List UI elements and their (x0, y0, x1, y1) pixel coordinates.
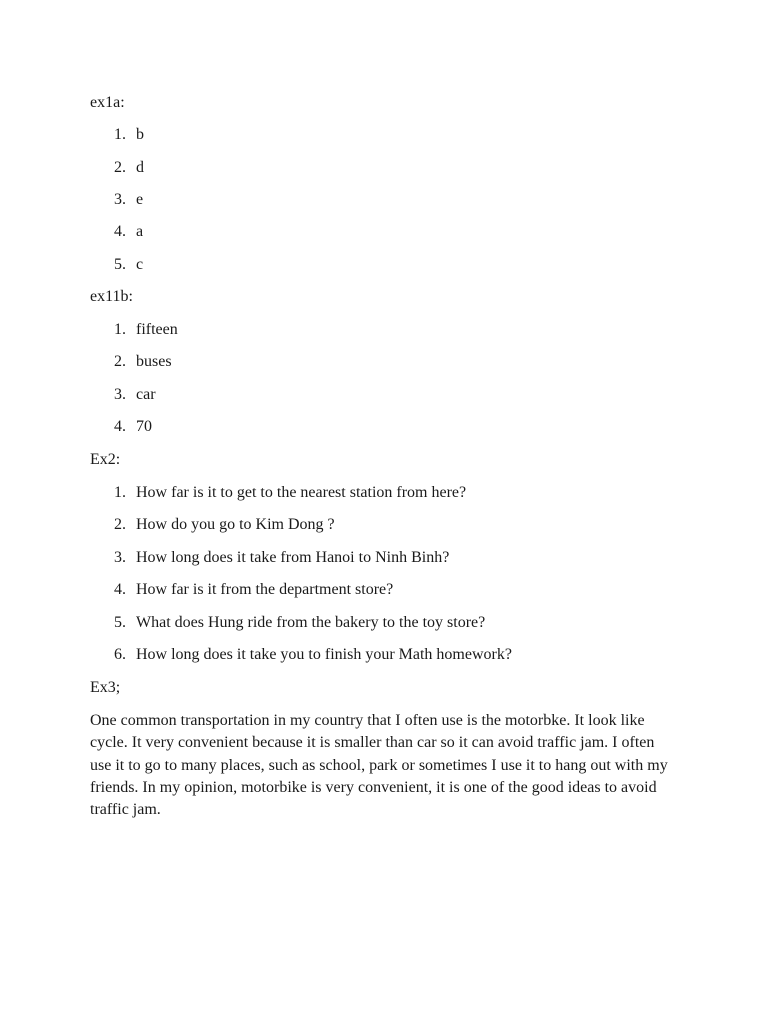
list-number: 1. (114, 484, 126, 501)
list-item-text: How far is it from the department store? (136, 581, 394, 598)
list-item-text: 70 (136, 418, 152, 435)
list-item-text: c (136, 256, 144, 273)
list-number: 5. (114, 614, 126, 631)
list-number: 6. (114, 646, 126, 663)
list-number: 4. (114, 418, 126, 435)
list-item-text: How long does it take you to finish your Math homework? (136, 646, 512, 663)
list-item-text: car (136, 386, 156, 403)
list-item-text: buses (136, 353, 172, 370)
list-number: 3. (114, 386, 126, 403)
list-number: 2. (114, 516, 126, 533)
list-number: 5. (114, 256, 126, 273)
list-number: 1. (114, 321, 126, 338)
list-item-text: How do you go to Kim Dong ? (136, 516, 335, 533)
list-item-text: a (136, 223, 144, 240)
list-number: 3. (114, 549, 126, 566)
section-heading-ex11b: ex11b: (90, 288, 133, 305)
list-item-text: b (136, 126, 144, 143)
list-item-text: How far is it to get to the nearest station from here? (136, 484, 467, 501)
list-number: 3. (114, 191, 126, 208)
document-page (90, 0, 680, 1024)
list-item-text: e (136, 191, 144, 208)
list-item-text: What does Hung ride from the bakery to the toy store? (136, 614, 486, 631)
section-heading-ex1a: ex1a: (90, 94, 125, 111)
list-number: 4. (114, 581, 126, 598)
list-number: 4. (114, 223, 126, 240)
list-item-text: fifteen (136, 321, 178, 338)
list-number: 1. (114, 126, 126, 143)
essay-paragraph: One common transportation in my country that I often use is the motorbke. It look like cycle. It very convenient because it is smaller than car so it can avoid traffic jam. I often use it to go to many places, such as school, park or sometimes I use it to hang out with my friends. In my opinion, motorbike is very convenient, it is one of the good ideas to avoid traffic jam. (90, 712, 668, 819)
list-item-text: How long does it take from Hanoi to Ninh Binh? (136, 549, 450, 566)
list-item-text: d (136, 159, 144, 176)
list-number: 2. (114, 353, 126, 370)
section-heading-ex3: Ex3; (90, 679, 121, 696)
section-heading-ex2: Ex2: (90, 451, 121, 468)
list-number: 2. (114, 159, 126, 176)
